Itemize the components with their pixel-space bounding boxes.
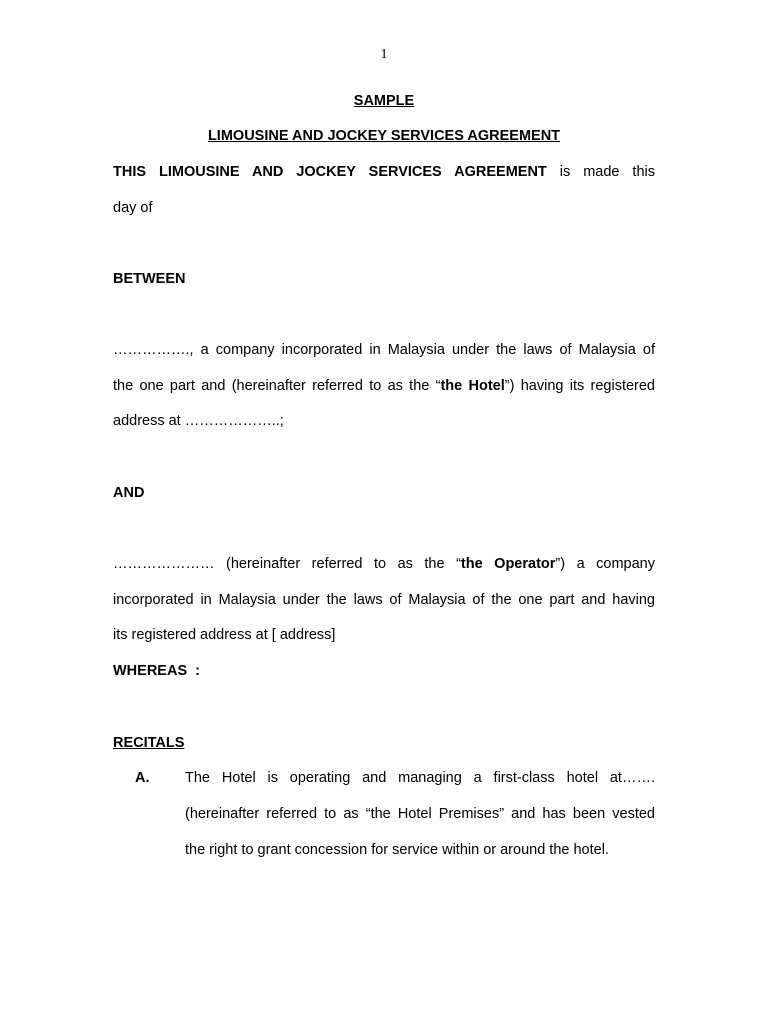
whereas-label: WHEREAS : — [113, 663, 200, 679]
hotel-party-line-2 — [113, 378, 655, 394]
hotel-line-2-start: the one part and (hereinafter referred to as the “ — [113, 378, 441, 394]
intro-made-this: is made this — [559, 164, 655, 180]
operator-party-line-3: its registered address at [ address] — [113, 627, 336, 643]
page-number: 1 — [380, 47, 388, 62]
hotel-line-2-end: ”) having its registered — [504, 378, 656, 394]
operator-party-line-2: incorporated in Malaysia under the laws of Malaysia of the one part and having — [113, 592, 655, 608]
hotel-party-line-1: ……………., a company incorporated in Malaysia under the laws of Malaysia of — [113, 342, 655, 358]
heading-sample: SAMPLE — [353, 93, 415, 109]
operator-defined-term: the Operator — [460, 556, 556, 572]
operator-line-1-start: ………………… (hereinafter referred to as the “ — [113, 556, 461, 572]
operator-party-line-1 — [113, 556, 655, 572]
agreement-title: LIMOUSINE AND JOCKEY SERVICES AGREEMENT — [207, 128, 561, 144]
intro-line-2: day of — [113, 200, 153, 216]
intro-line-1 — [113, 164, 655, 180]
between-label: BETWEEN — [113, 271, 186, 287]
recital-a-line-3: the right to grant concession for service within or around the hotel. — [185, 842, 609, 858]
recitals-heading: RECITALS — [113, 735, 185, 751]
recital-a-line-2: (hereinafter referred to as “the Hotel Premises” and has been vested — [185, 806, 655, 822]
hotel-defined-term: the Hotel — [440, 378, 505, 394]
intro-agreement-name: THIS LIMOUSINE AND JOCKEY SERVICES AGREEMENT — [113, 164, 547, 180]
operator-line-1-end: ”) a company — [555, 556, 655, 572]
hotel-party-line-3: address at ………………..; — [113, 413, 284, 429]
recital-a-line-1: The Hotel is operating and managing a first-class hotel at……. — [185, 770, 655, 786]
recital-a-letter: A. — [135, 770, 150, 786]
and-label: AND — [113, 485, 145, 501]
